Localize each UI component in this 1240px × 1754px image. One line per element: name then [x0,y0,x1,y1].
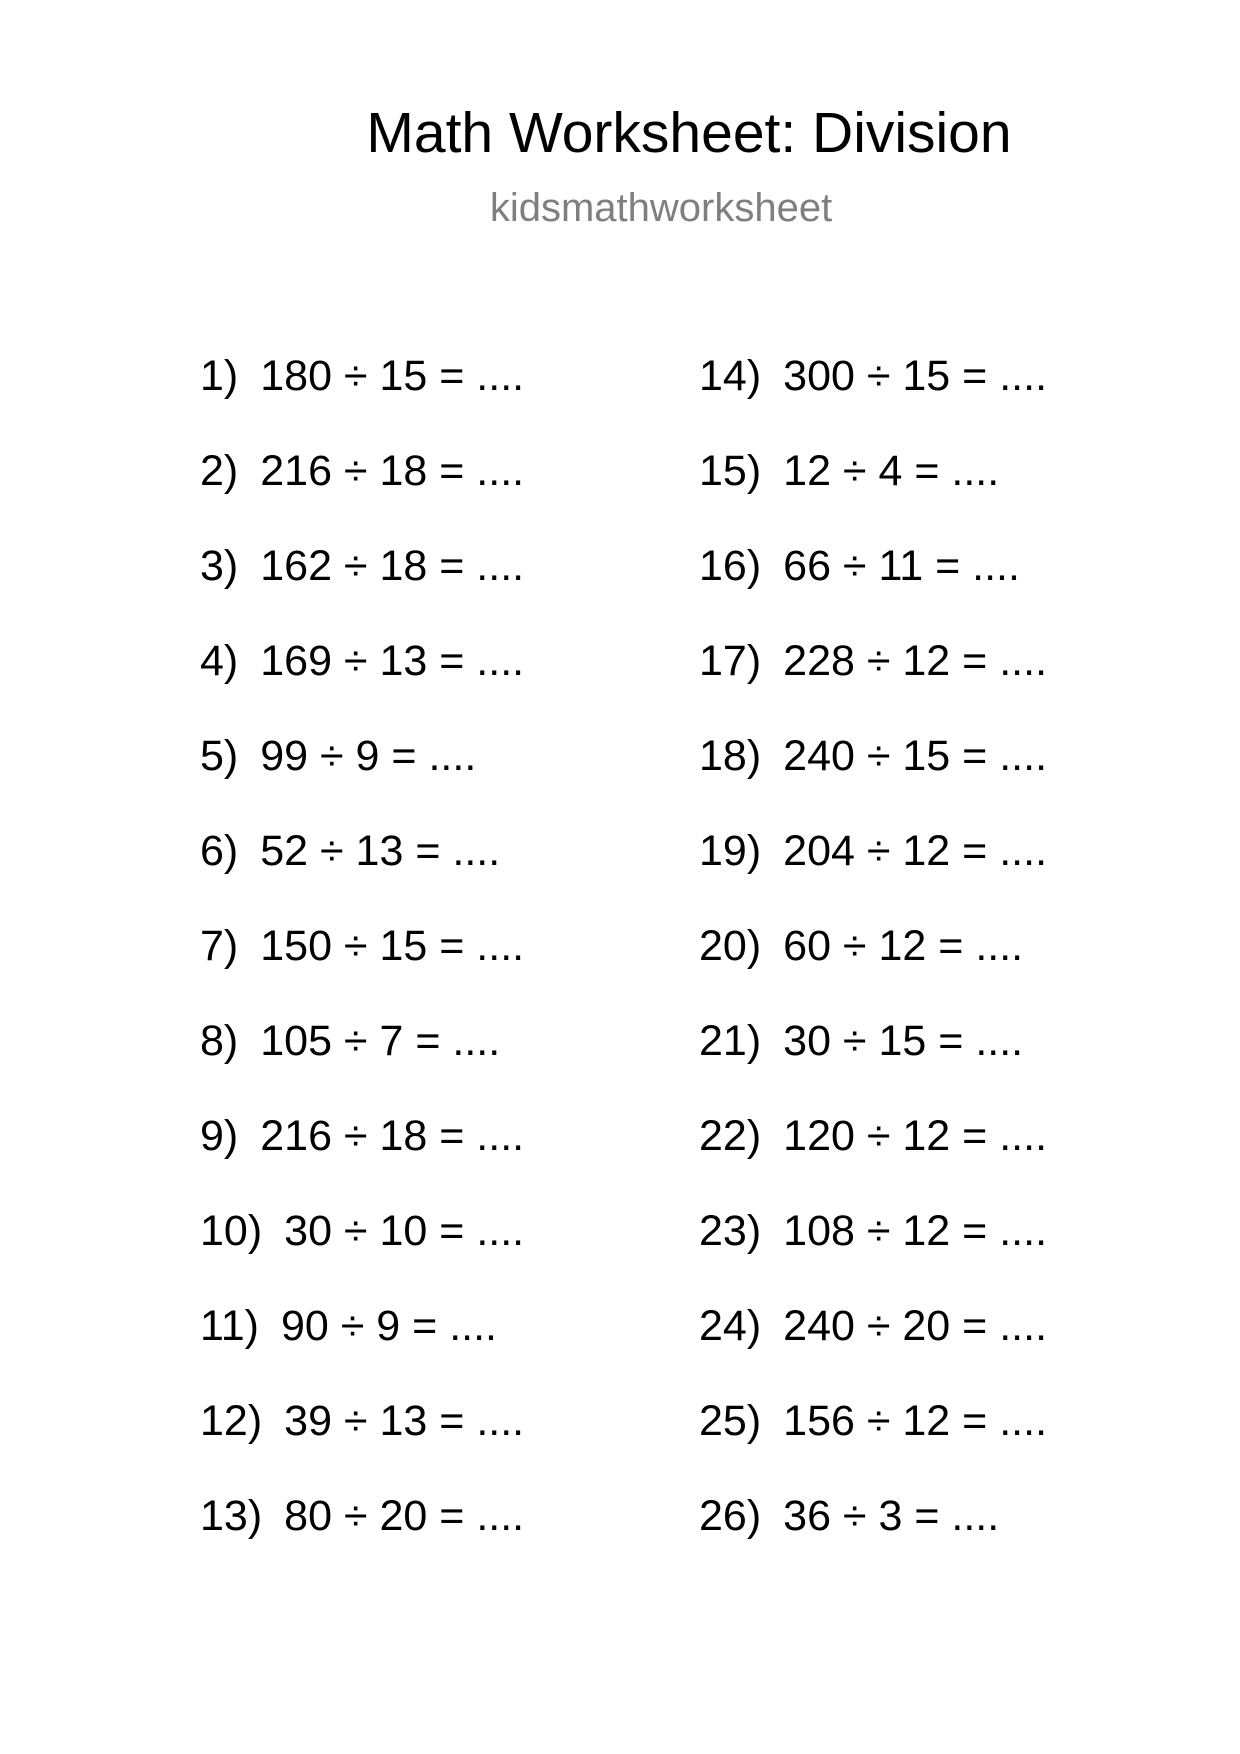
problem-number: 10) [200,1207,263,1255]
problem-number: 26) [699,1492,762,1540]
problem-number: 13) [200,1492,263,1540]
problem-number: 24) [699,1302,762,1350]
problem-column-right [699,350,1139,1585]
problem-expression: 60 ÷ 12 = .... [783,922,1024,970]
problem-expression: 204 ÷ 12 = .... [783,827,1048,875]
problem-number: 25) [699,1397,762,1445]
problem-number: 6) [200,827,239,875]
problem-number: 20) [699,922,762,970]
problem-expression: 99 ÷ 9 = .... [260,732,477,780]
problem-expression: 169 ÷ 13 = .... [260,637,525,685]
problem-expression: 105 ÷ 7 = .... [260,1017,501,1065]
page-title: Math Worksheet: Division [366,101,1012,165]
problem-expression: 180 ÷ 15 = .... [260,352,525,400]
problem-number: 8) [200,1017,239,1065]
problem-item [200,635,640,730]
problem-expression: 228 ÷ 12 = .... [783,637,1048,685]
problem-number: 5) [200,732,239,780]
problem-expression: 120 ÷ 12 = .... [783,1112,1048,1160]
problem-item [200,1395,640,1490]
problem-number: 9) [200,1112,239,1160]
problem-expression: 240 ÷ 15 = .... [783,732,1048,780]
problem-number: 18) [699,732,762,780]
problem-number: 4) [200,637,239,685]
problem-number: 11) [200,1302,259,1350]
problem-item [699,1300,1139,1395]
problem-item [699,825,1139,920]
problem-expression: 30 ÷ 15 = .... [783,1017,1024,1065]
problem-item [200,1015,640,1110]
problem-item [200,540,640,635]
problem-number: 21) [699,1017,762,1065]
problem-expression: 52 ÷ 13 = .... [260,827,501,875]
problem-item [699,730,1139,825]
problem-number: 16) [699,542,762,590]
problem-expression: 36 ÷ 3 = .... [783,1492,1000,1540]
problem-number: 2) [200,447,239,495]
problem-expression: 150 ÷ 15 = .... [260,922,525,970]
problem-number: 15) [699,447,762,495]
problem-number: 22) [699,1112,762,1160]
problem-number: 3) [200,542,239,590]
problem-expression: 216 ÷ 18 = .... [260,1112,525,1160]
problem-number: 12) [200,1397,263,1445]
problem-item [200,1110,640,1205]
problem-item [699,1395,1139,1490]
problem-expression: 216 ÷ 18 = .... [260,447,525,495]
problem-number: 17) [699,637,762,685]
problem-item [200,350,640,445]
problem-number: 19) [699,827,762,875]
problem-expression: 39 ÷ 13 = .... [284,1397,525,1445]
page-subtitle: kidsmathworksheet [489,186,833,230]
problem-item [200,1490,640,1585]
problem-item [200,445,640,540]
problem-item [200,730,640,825]
problem-expression: 162 ÷ 18 = .... [260,542,525,590]
problem-expression: 90 ÷ 9 = .... [280,1302,497,1350]
problem-item [699,1490,1139,1585]
problem-number: 14) [699,352,762,400]
problem-expression: 12 ÷ 4 = .... [783,447,1000,495]
problem-expression: 66 ÷ 11 = .... [783,542,1020,590]
problem-expression: 240 ÷ 20 = .... [783,1302,1048,1350]
problem-number: 23) [699,1207,762,1255]
problem-item [699,445,1139,540]
problem-column-left [200,350,640,1585]
problem-item [699,350,1139,445]
problem-item [699,1015,1139,1110]
problem-item [200,825,640,920]
problem-item [200,920,640,1015]
problem-item [200,1300,640,1395]
problem-number: 7) [200,922,239,970]
problem-item [699,1205,1139,1300]
problem-item [699,540,1139,635]
problem-item [699,920,1139,1015]
problem-expression: 300 ÷ 15 = .... [783,352,1048,400]
problem-expression: 30 ÷ 10 = .... [284,1207,525,1255]
problem-number: 1) [200,352,239,400]
problem-item [699,635,1139,730]
problem-item [200,1205,640,1300]
problem-expression: 108 ÷ 12 = .... [783,1207,1048,1255]
problem-expression: 80 ÷ 20 = .... [284,1492,525,1540]
problem-expression: 156 ÷ 12 = .... [783,1397,1048,1445]
problem-item [699,1110,1139,1205]
